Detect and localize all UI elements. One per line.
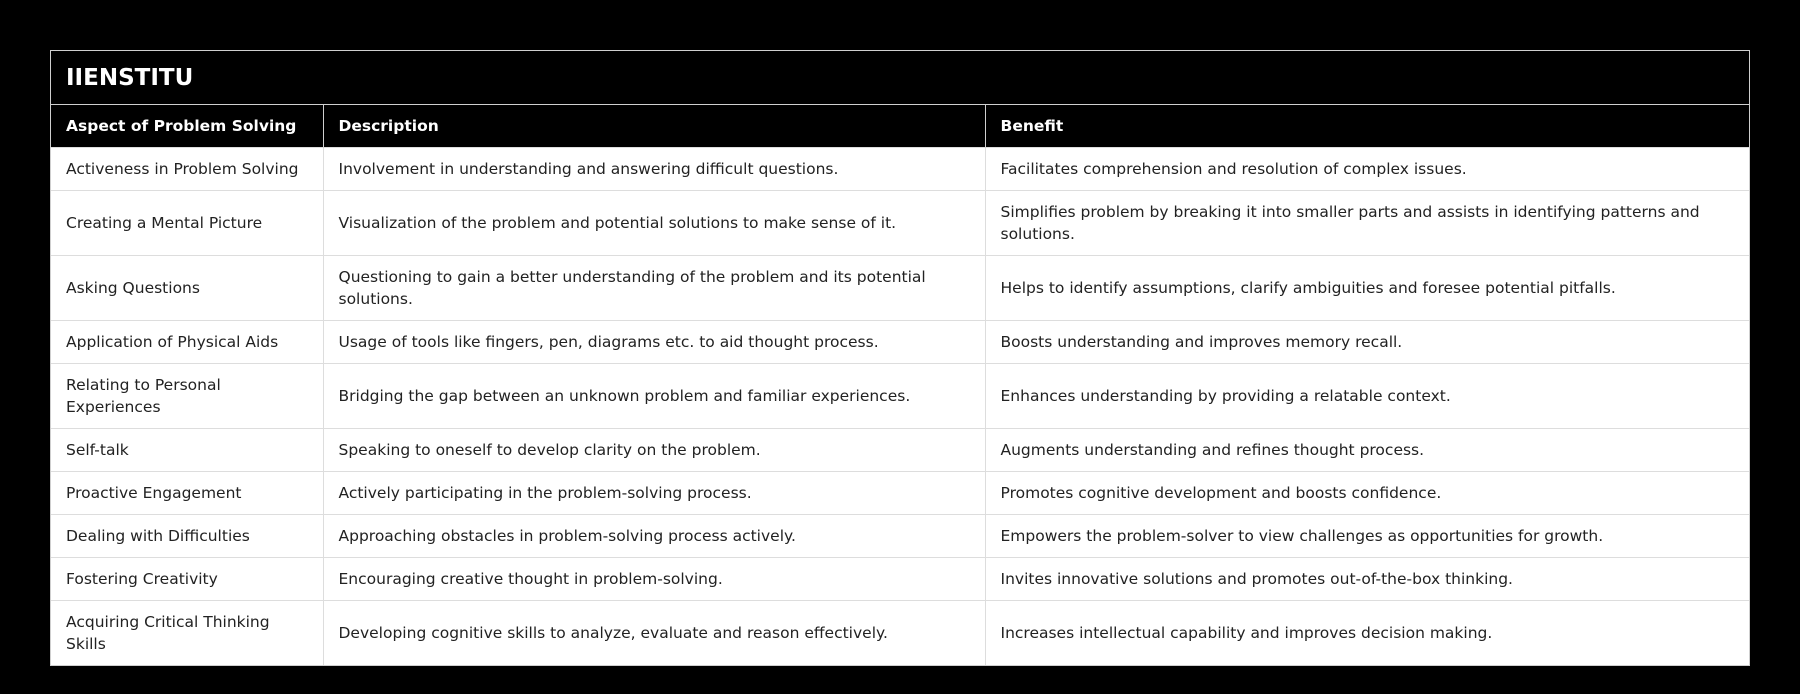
cell-description: Approaching obstacles in problem-solving process actively. (323, 514, 985, 557)
cell-description: Speaking to oneself to develop clarity on the problem. (323, 428, 985, 471)
table-header (51, 105, 1749, 147)
cell-benefit: Augments understanding and refines thought process. (985, 428, 1749, 471)
cell-aspect: Asking Questions (51, 255, 323, 320)
cell-benefit: Invites innovative solutions and promotes out-of-the-box thinking. (985, 557, 1749, 600)
table-row (51, 255, 1749, 320)
table-row (51, 600, 1749, 665)
cell-description: Visualization of the problem and potential solutions to make sense of it. (323, 190, 985, 255)
table-row (51, 514, 1749, 557)
cell-description: Questioning to gain a better understanding of the problem and its potential solutions. (323, 255, 985, 320)
cell-aspect: Creating a Mental Picture (51, 190, 323, 255)
table-title-bar (51, 51, 1749, 105)
cell-aspect: Self-talk (51, 428, 323, 471)
cell-description: Bridging the gap between an unknown problem and familiar experiences. (323, 363, 985, 428)
column-header-description: Description (323, 105, 985, 147)
cell-aspect: Acquiring Critical Thinking Skills (51, 600, 323, 665)
cell-benefit: Enhances understanding by providing a relatable context. (985, 363, 1749, 428)
cell-aspect: Relating to Personal Experiences (51, 363, 323, 428)
column-header-aspect: Aspect of Problem Solving (51, 105, 323, 147)
cell-benefit: Increases intellectual capability and improves decision making. (985, 600, 1749, 665)
cell-description: Involvement in understanding and answering difficult questions. (323, 147, 985, 190)
table-row (51, 147, 1749, 190)
table-row (51, 190, 1749, 255)
cell-description: Actively participating in the problem-solving process. (323, 471, 985, 514)
cell-aspect: Proactive Engagement (51, 471, 323, 514)
cell-benefit: Facilitates comprehension and resolution of complex issues. (985, 147, 1749, 190)
cell-benefit: Boosts understanding and improves memory recall. (985, 320, 1749, 363)
cell-description: Usage of tools like fingers, pen, diagrams etc. to aid thought process. (323, 320, 985, 363)
problem-solving-table (51, 105, 1749, 665)
cell-aspect: Activeness in Problem Solving (51, 147, 323, 190)
column-header-benefit: Benefit (985, 105, 1749, 147)
table-title: IIENSTITU (66, 64, 194, 91)
table-body (51, 147, 1749, 665)
cell-benefit: Simplifies problem by breaking it into smaller parts and assists in identifying patterns and solutions. (985, 190, 1749, 255)
cell-aspect: Fostering Creativity (51, 557, 323, 600)
header-row (51, 105, 1749, 147)
cell-aspect: Dealing with Difficulties (51, 514, 323, 557)
cell-benefit: Helps to identify assumptions, clarify ambiguities and foresee potential pitfalls. (985, 255, 1749, 320)
problem-solving-table-container (50, 50, 1750, 666)
table-row (51, 471, 1749, 514)
cell-aspect: Application of Physical Aids (51, 320, 323, 363)
table-row (51, 557, 1749, 600)
cell-description: Encouraging creative thought in problem-solving. (323, 557, 985, 600)
cell-benefit: Promotes cognitive development and boosts confidence. (985, 471, 1749, 514)
table-row (51, 428, 1749, 471)
cell-description: Developing cognitive skills to analyze, evaluate and reason effectively. (323, 600, 985, 665)
cell-benefit: Empowers the problem-solver to view challenges as opportunities for growth. (985, 514, 1749, 557)
table-row (51, 363, 1749, 428)
table-row (51, 320, 1749, 363)
